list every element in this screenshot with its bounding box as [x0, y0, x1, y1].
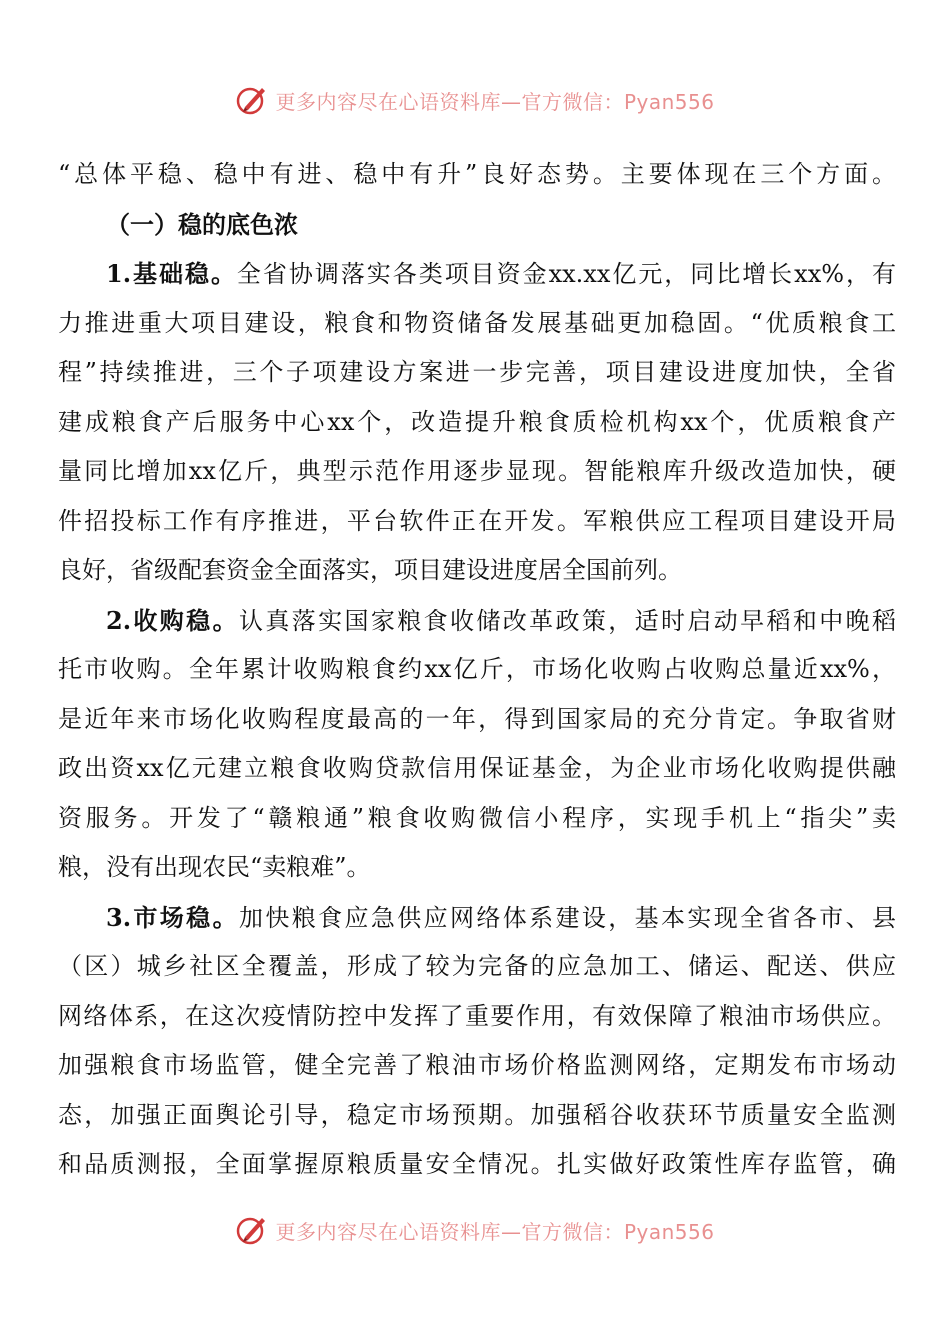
paragraph-line: 托市收购。全年累计收购粮食约xx亿斤，市场化收购占收购总量近xx%，	[58, 655, 896, 683]
paragraph-line: 3.市场稳。加快粮食应急供应网络体系建设，基本实现全省各市、县	[106, 902, 896, 932]
paragraph-line: 态，加强正面舆论引导，稳定市场预期。加强稻谷收获环节质量安全监测	[58, 1100, 896, 1129]
paragraph-line: 件招投标工作有序推进，平台软件正在开发。军粮供应工程项目建设开局	[58, 506, 896, 535]
watermark-banner-bottom	[0, 1210, 950, 1250]
paragraph-lead: 3.市场稳。	[106, 902, 239, 932]
document-body	[58, 150, 896, 1190]
paragraph-lead: 2.收购稳。	[106, 605, 239, 635]
paragraph-lead: 1.基础稳。	[106, 259, 237, 288]
intro-line: “总体平稳、稳中有进、稳中有升”良好态势。主要体现在三个方面。	[58, 160, 896, 188]
watermark-text: 更多内容尽在心语资料库—官方微信：Pyan556	[275, 1219, 715, 1244]
section-heading: （一）稳的底色浓	[106, 209, 298, 239]
paragraph-line: 程”持续推进，三个子项建设方案进一步完善，项目建设进度加快，全省	[58, 358, 896, 386]
pen-logo-icon	[235, 83, 269, 117]
paragraph-line: 加强粮食市场监管，健全完善了粮油市场价格监测网络，定期发布市场动	[58, 1051, 896, 1079]
paragraph-line: 网络体系，在这次疫情防控中发挥了重要作用，有效保障了粮油市场供应。	[58, 1001, 896, 1030]
paragraph-line: 和品质测报，全面掌握原粮质量安全情况。扎实做好政策性库存监管，确	[58, 1150, 896, 1178]
paragraph-line: 是近年来市场化收购程度最高的一年，得到国家局的充分肯定。争取省财	[58, 704, 896, 733]
watermark-banner-top	[0, 80, 950, 120]
paragraph-line: 量同比增加xx亿斤，典型示范作用逐步显现。智能粮库升级改造加快，硬	[58, 457, 896, 485]
paragraph-line: 2.收购稳。认真落实国家粮食收储改革政策，适时启动早稻和中晚稻	[106, 605, 896, 635]
watermark-text: 更多内容尽在心语资料库—官方微信：Pyan556	[275, 89, 715, 114]
paragraph-line: 政出资xx亿元建立粮食收购贷款信用保证基金，为企业市场化收购提供融	[58, 754, 896, 782]
paragraph-line: 资服务。开发了“赣粮通”粮食收购微信小程序，实现手机上“指尖”卖	[58, 803, 896, 832]
pen-logo-icon	[235, 1213, 269, 1247]
paragraph-line: 力推进重大项目建设，粮食和物资储备发展基础更加稳固。“优质粮食工	[58, 308, 896, 337]
paragraph-line: 建成粮食产后服务中心xx个，改造提升粮食质检机构xx个，优质粮食产	[58, 407, 896, 436]
paragraph-line: 粮，没有出现农民“卖粮难”。	[58, 853, 371, 881]
paragraph-line: 1.基础稳。全省协调落实各类项目资金xx.xx亿元，同比增长xx%，有	[106, 259, 896, 288]
paragraph-line: 良好，省级配套资金全面落实，项目建设进度居全国前列。	[58, 556, 682, 584]
paragraph-line: （区）城乡社区全覆盖，形成了较为完备的应急加工、储运、配送、供应	[58, 952, 896, 980]
